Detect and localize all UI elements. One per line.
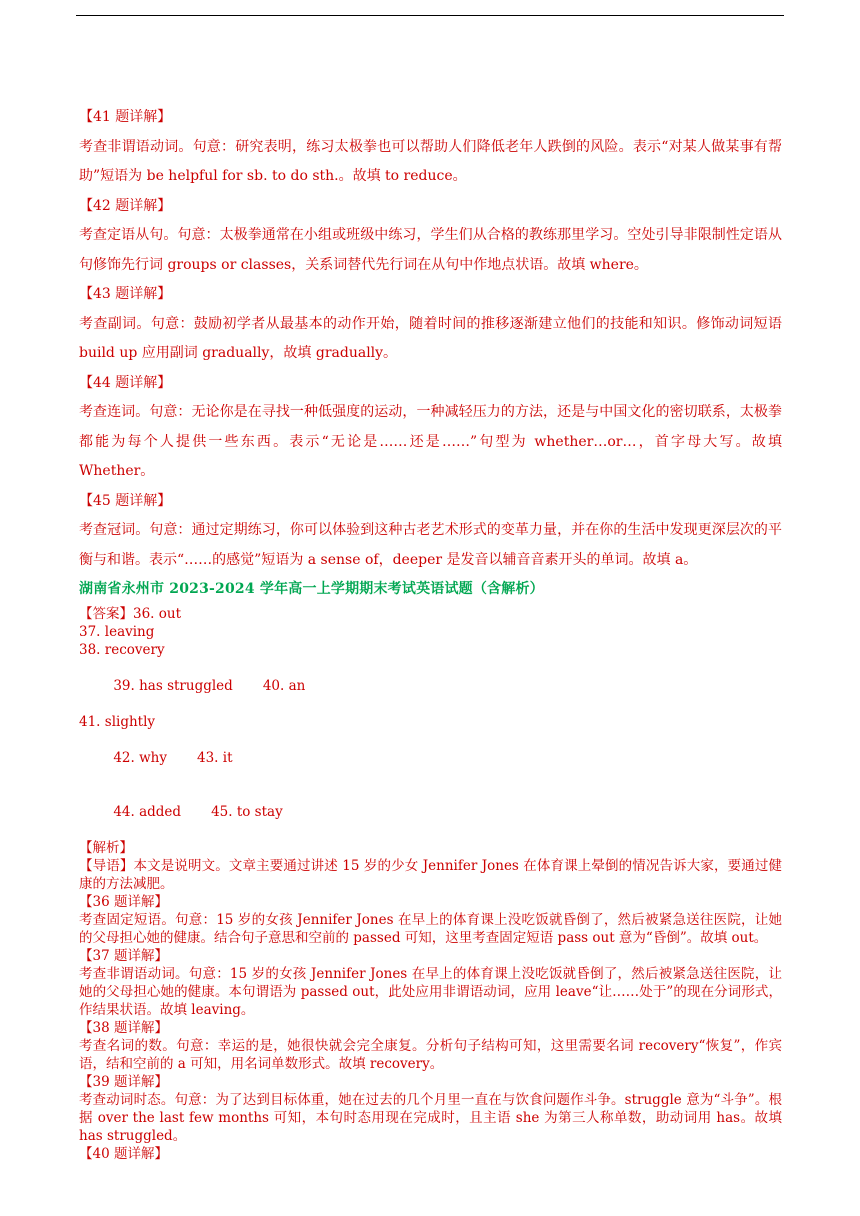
heading-43: 【43 题详解】 (79, 286, 172, 302)
analysis-heading: 【解析】 (79, 840, 133, 856)
explanation-45: 考查冠词。句意：通过定期练习，你可以体验到这种古老艺术形式的变革力量，并在你的生活中发现更深层次的平衡与和谐。表示“……的感觉”短语为 a sense of，deeper 是发音以辅音音素开头的单词。故填 a。 (79, 522, 782, 568)
explanation-42: 考查定语从句。句意：太极拳通常在小组或班级中练习，学生们从合格的教练那里学习。空处引导非限制性定语从句修饰先行词 groups or classes，关系词替代先行词在从句中作地点状语。故填 where。 (79, 227, 782, 273)
answer-42: 42. why (113, 750, 167, 766)
heading-44: 【44 题详解】 (79, 374, 172, 391)
heading-45: 【45 题详解】 (79, 492, 172, 509)
explanation-39: 考查动词时态。句意：为了达到目标体重，她在过去的几个月里一直在与饮食问题作斗争。struggle 意为“斗争”。根据 over the last few months 可知，本句时态用现在完成时，且主语 she 为第三人称单数，助动词用 has。故填 has struggled。 (79, 1092, 782, 1144)
explanation-36: 考查固定短语。句意：15 岁的女孩 Jennifer Jones 在早上的体育课上没吃饭就昏倒了，然后被紧急送往医院，让她的父母担心她的健康。结合句子意思和空前的 passed 可知，这里考查固定短语 pass out 意为“昏倒”。故填 out。 (79, 912, 782, 946)
answer-line (79, 659, 782, 713)
answer-43: 43. it (196, 750, 233, 766)
answer-45: 45. to stay (211, 804, 283, 820)
answer-line: 38. recovery (79, 642, 165, 658)
answer-line (79, 731, 782, 785)
section-41-45-explanations (79, 103, 782, 575)
explanation-43: 考查副词。句意：鼓励初学者从最基本的动作开始，随着时间的推移逐渐建立他们的技能和知识。修饰动词短语 build up 应用副词 gradually，故填 gradually。 (79, 315, 782, 361)
heading-36: 【36 题详解】 (79, 894, 168, 910)
answer-line (79, 785, 782, 839)
answer-line: 41. slightly (79, 714, 156, 730)
answer-39: 39. has struggled (113, 678, 233, 694)
answer-line: 【答案】36. out (79, 606, 182, 622)
heading-42: 【42 题详解】 (79, 197, 172, 214)
heading-39: 【39 题详解】 (79, 1074, 168, 1090)
explanation-37: 考查非谓语动词。句意：15 岁的女孩 Jennifer Jones 在早上的体育课上没吃饭就昏倒了，然后被紧急送往医院，让她的父母担心她的健康。本句谓语为 passed out，此处应用非谓语动词，应用 leave“让……处于”的现在分词形式，作结果状语。故填 leaving。 (79, 966, 782, 1018)
header-rule (76, 15, 784, 16)
explanation-44: 考查连词。句意：无论你是在寻找一种低强度的运动，一种减轻压力的方法，还是与中国文化的密切联系，太极拳都能为每个人提供一些东西。表示“无论是……还是……”句型为 whether…or…，首字母大写。故填 Whether。 (79, 404, 782, 479)
explanation-41: 考查非谓语动词。句意：研究表明，练习太极拳也可以帮助人们降低老年人跌倒的风险。表示“对某人做某事有帮助”短语为 be helpful for sb. to do sth.。故填 to reduce。 (79, 138, 782, 184)
heading-37: 【37 题详解】 (79, 948, 168, 964)
answer-40: 40. an (262, 678, 306, 694)
lead-paragraph: 【导语】本文是说明文。文章主要通过讲述 15 岁的少女 Jennifer Jones 在体育课上晕倒的情况告诉大家，要通过健康的方法减肥。 (79, 858, 782, 892)
explanation-38: 考查名词的数。句意：幸运的是，她很快就会完全康复。分析句子结构可知，这里需要名词 recovery“恢复”，作宾语，结和空前的 a 可知，用名词单数形式。故填 recovery。 (79, 1038, 782, 1072)
answer-44: 44. added (113, 804, 182, 820)
answers-section (79, 605, 782, 1163)
exam-title: 湖南省永州市 2023-2024 学年高一上学期期末考试英语试题（含解析） (79, 581, 544, 597)
heading-38: 【38 题详解】 (79, 1020, 168, 1036)
heading-40: 【40 题详解】 (79, 1146, 168, 1162)
page-content (79, 103, 782, 1163)
heading-41: 【41 题详解】 (79, 109, 172, 125)
answer-line: 37. leaving (79, 624, 155, 640)
